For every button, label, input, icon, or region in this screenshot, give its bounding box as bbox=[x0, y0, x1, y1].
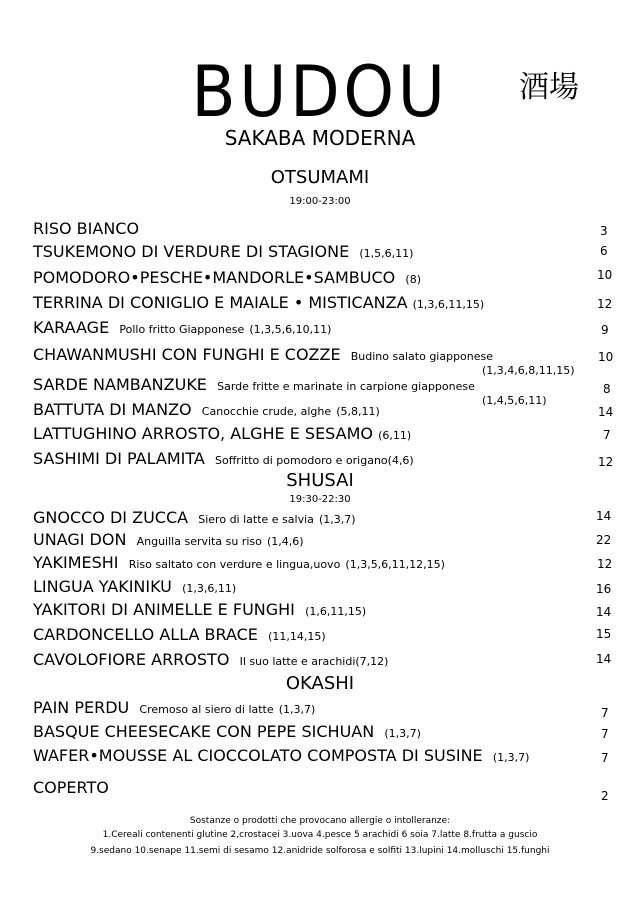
item-name: BATTUTA DI MANZO bbox=[33, 400, 192, 419]
section-hours-otsumami: 19:00-23:00 bbox=[289, 196, 351, 207]
menu-item bbox=[33, 293, 484, 315]
section-title-okashi: OKASHI bbox=[285, 673, 355, 694]
item-description: Pollo fritto Giapponese bbox=[119, 323, 245, 336]
item-allergens: (1,6,11,15) bbox=[305, 605, 367, 618]
allergen-legend-line2: 9.sedano 10.senape 11.semi di sesamo 12.anidride solforosa e solfiti 13.lupini 14.molluschi 15.funghi bbox=[90, 846, 550, 856]
item-name: YAKIMESHI bbox=[33, 553, 119, 572]
item-name: SARDE NAMBANZUKE bbox=[33, 375, 207, 394]
item-allergens: (1,4,6) bbox=[266, 535, 304, 548]
item-allergens: (1,3,5,6,10,11) bbox=[249, 323, 332, 336]
item-allergens: (1,3,6,11,15) bbox=[412, 298, 485, 311]
coperto-price: 2 bbox=[601, 789, 609, 803]
menu-item bbox=[33, 345, 493, 367]
item-name: WAFER•MOUSSE AL CIOCCOLATO COMPOSTA DI SUSINE bbox=[33, 746, 483, 765]
item-price: 12 bbox=[597, 297, 613, 311]
restaurant-logo: BUDOU bbox=[191, 51, 449, 133]
item-price: 15 bbox=[596, 627, 612, 641]
item-allergens: (6,11) bbox=[378, 429, 412, 442]
menu-item bbox=[33, 242, 413, 264]
item-description: Canocchie crude, alghe bbox=[201, 405, 332, 418]
menu-item bbox=[33, 530, 304, 552]
item-name: LINGUA YAKINIKU bbox=[33, 577, 172, 596]
item-allergens: (1,3,7) bbox=[492, 751, 530, 764]
item-price: 14 bbox=[598, 405, 614, 419]
item-price: 10 bbox=[597, 268, 613, 282]
allergen-intro: Sostanze o prodotti che provocano allergie o intolleranze: bbox=[189, 816, 451, 826]
item-name: RISO BIANCO bbox=[33, 219, 140, 238]
item-name: PAIN PERDU bbox=[33, 698, 130, 717]
menu-item bbox=[33, 424, 411, 446]
coperto-label: COPERTO bbox=[33, 778, 109, 797]
menu-item bbox=[33, 375, 475, 397]
menu-item bbox=[33, 600, 366, 622]
item-price: 14 bbox=[596, 605, 612, 619]
item-allergens: (1,3,5,6,11,12,15) bbox=[345, 558, 445, 571]
item-allergens: (1,3,7) bbox=[384, 727, 421, 740]
item-name: LATTUGHINO ARROSTO, ALGHE E SESAMO bbox=[33, 424, 373, 443]
menu-item bbox=[33, 400, 380, 422]
item-name: KARAAGE bbox=[33, 318, 110, 337]
menu-item bbox=[33, 698, 315, 720]
item-allergens: (1,3,4,6,8,11,15) bbox=[482, 364, 575, 377]
item-name: TERRINA DI CONIGLIO E MAIALE • MISTICANZA bbox=[33, 293, 408, 312]
item-name: CAVOLOFIORE ARROSTO bbox=[33, 650, 230, 669]
menu-item bbox=[33, 577, 236, 599]
menu-item bbox=[33, 625, 326, 647]
item-name: YAKITORI DI ANIMELLE E FUNGHI bbox=[33, 600, 295, 619]
item-price: 7 bbox=[603, 428, 611, 442]
menu-item bbox=[33, 318, 331, 340]
item-price: 7 bbox=[601, 706, 609, 720]
section-title-otsumami: OTSUMAMI bbox=[270, 167, 370, 188]
item-price: 7 bbox=[601, 727, 609, 741]
item-name: UNAGI DON bbox=[33, 530, 127, 549]
item-price: 12 bbox=[597, 557, 613, 571]
menu-item bbox=[33, 219, 139, 239]
item-allergens: (8) bbox=[405, 273, 421, 286]
menu-item bbox=[33, 722, 421, 744]
item-description: Siero di latte e salvia bbox=[198, 513, 314, 526]
menu-item bbox=[33, 650, 388, 672]
restaurant-subtitle: SAKABA MODERNA bbox=[224, 126, 416, 150]
item-allergens: (1,3,6,11) bbox=[182, 582, 237, 595]
menu-item bbox=[33, 449, 414, 471]
item-price: 6 bbox=[600, 244, 608, 258]
item-allergens: (1,3,7) bbox=[318, 513, 356, 526]
item-price: 14 bbox=[596, 509, 612, 523]
menu-item bbox=[33, 268, 421, 290]
item-name: CHAWANMUSHI CON FUNGHI E COZZE bbox=[33, 345, 341, 364]
menu-item bbox=[33, 508, 356, 530]
item-description: Anguilla servita su riso bbox=[136, 535, 262, 548]
item-name: POMODORO•PESCHE•MANDORLE•SAMBUCO bbox=[33, 268, 396, 287]
item-description: Sarde fritte e marinate in carpione giapponese bbox=[217, 380, 475, 393]
item-description: Riso saltato con verdure e lingua,uovo bbox=[128, 558, 341, 571]
allergen-legend-line1: 1.Cereali contenenti glutine 2,crostacei 3.uova 4.pesce 5 arachidi 6 soia 7.latte 8.frutta a guscio bbox=[102, 830, 538, 840]
kanji-title: 酒場 bbox=[519, 70, 579, 105]
item-price: 7 bbox=[601, 751, 609, 765]
item-price: 22 bbox=[596, 533, 612, 547]
item-price: 9 bbox=[601, 323, 609, 337]
item-name: BASQUE CHEESECAKE CON PEPE SICHUAN bbox=[33, 722, 375, 741]
item-price: 10 bbox=[598, 350, 614, 364]
item-allergens: (1,5,6,11) bbox=[359, 247, 414, 260]
menu-item bbox=[33, 746, 529, 768]
section-hours-shusai: 19:30-22:30 bbox=[289, 494, 351, 505]
item-description: Soffritto di pomodoro e origano(4,6) bbox=[215, 454, 414, 467]
item-price: 8 bbox=[603, 382, 611, 396]
menu-item bbox=[33, 553, 445, 575]
item-allergens: (1,4,5,6,11) bbox=[482, 394, 547, 407]
item-name: CARDONCELLO ALLA BRACE bbox=[33, 625, 258, 644]
item-price: 14 bbox=[596, 652, 612, 666]
section-title-shusai: SHUSAI bbox=[286, 470, 354, 491]
item-allergens: (11,14,15) bbox=[268, 630, 326, 643]
item-price: 16 bbox=[596, 582, 612, 596]
item-description: Budino salato giapponese bbox=[350, 350, 494, 363]
item-allergens: (5,8,11) bbox=[336, 405, 380, 418]
item-name: GNOCCO DI ZUCCA bbox=[33, 508, 189, 527]
item-price: 3 bbox=[600, 224, 608, 238]
item-description: Cremoso al siero di latte bbox=[139, 703, 274, 716]
item-allergens: (1,3,7) bbox=[278, 703, 316, 716]
item-description: Il suo latte e arachidi(7,12) bbox=[239, 655, 389, 668]
item-name: TSUKEMONO DI VERDURE DI STAGIONE bbox=[33, 242, 350, 261]
item-price: 12 bbox=[598, 455, 614, 469]
item-name: SASHIMI DI PALAMITA bbox=[33, 449, 205, 468]
